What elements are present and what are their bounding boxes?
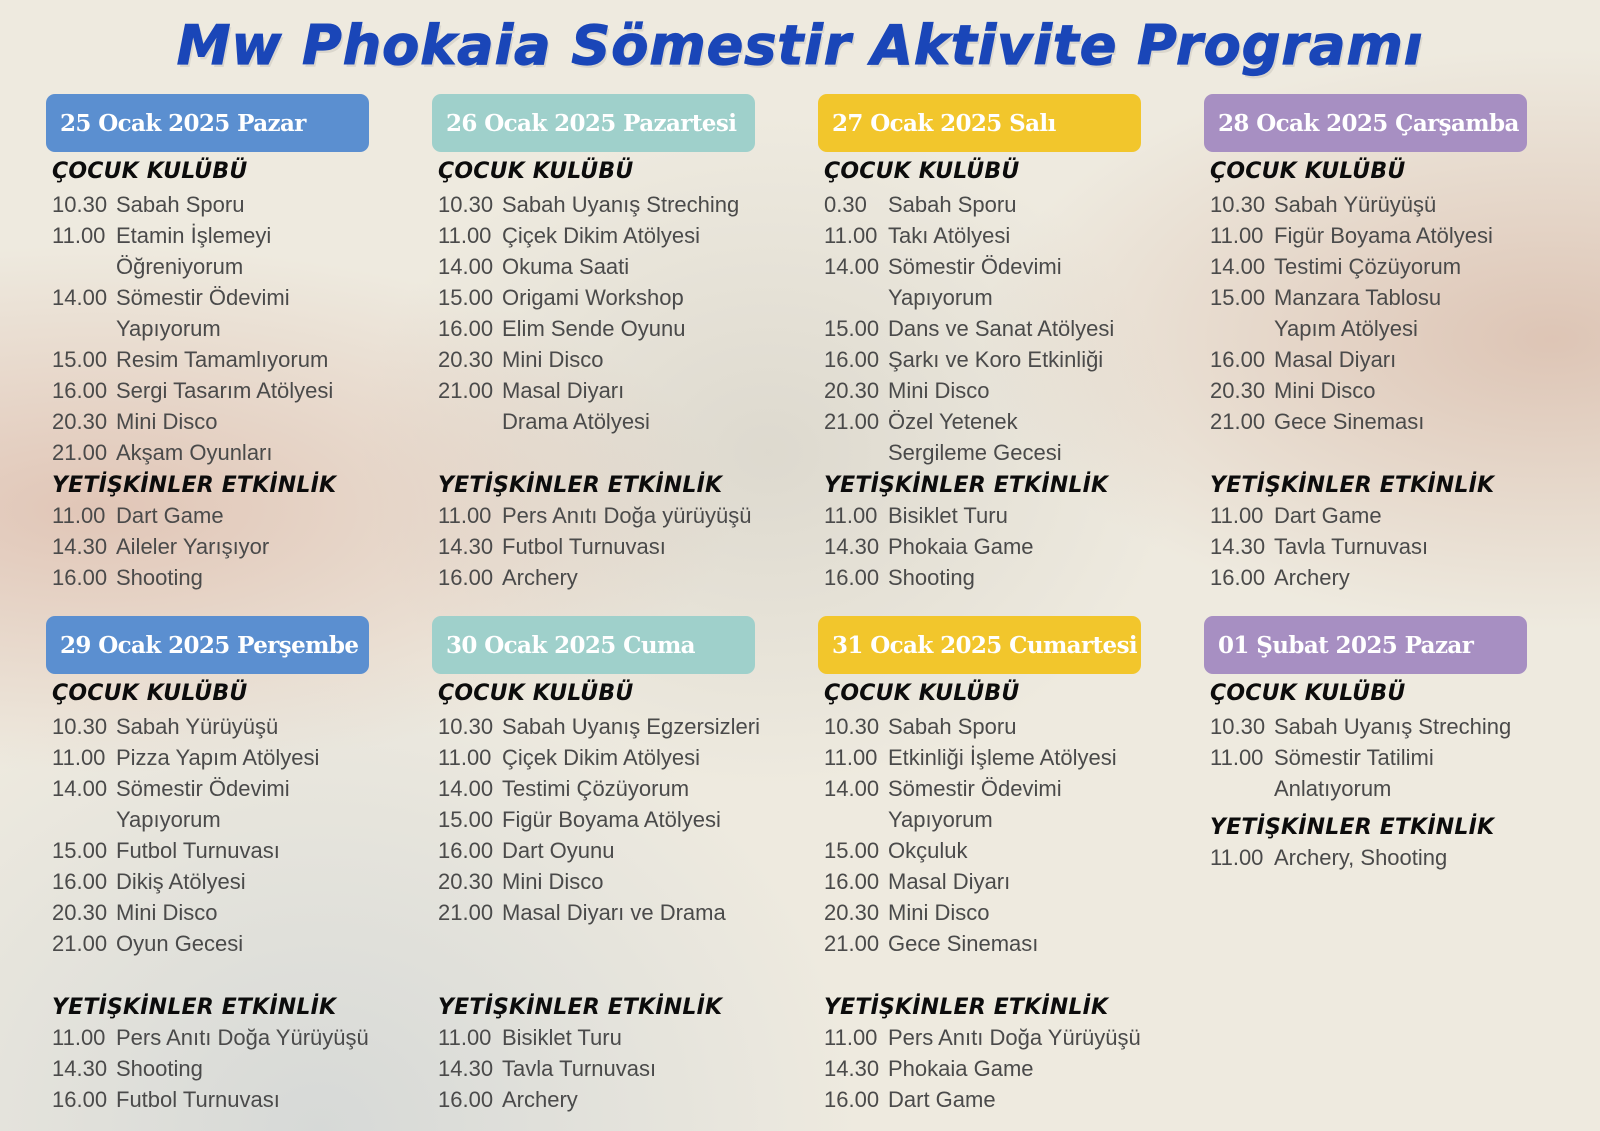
activity-item <box>438 1084 722 1115</box>
activity-time: 11.00 <box>52 1025 106 1050</box>
activity-name: Figür Boyama Atölyesi <box>1274 223 1493 248</box>
activity-name: Masal Diyarı ve Drama <box>502 900 726 925</box>
activity-item <box>438 500 751 531</box>
activity-item <box>52 1022 369 1053</box>
activity-item <box>438 835 818 866</box>
activity-name: Shooting <box>116 1056 203 1081</box>
activity-name: Mini Disco <box>116 900 218 925</box>
activity-time: 16.00 <box>52 869 108 894</box>
activity-item <box>438 189 818 220</box>
activity-time: 16.00 <box>824 347 880 372</box>
adult-activities-title: YETİŞKİNLER ETKİNLİK <box>438 995 723 1020</box>
day-header: 26 Ocak 2025 Pazartesi <box>432 94 755 152</box>
adult-activities-title: YETİŞKİNLER ETKİNLİK <box>824 473 1109 498</box>
activity-time: 10.30 <box>1210 192 1266 217</box>
activity-name: Sabah Sporu <box>888 192 1017 217</box>
activity-item <box>1210 282 1590 344</box>
activity-item <box>52 1053 369 1084</box>
activity-item <box>438 742 818 773</box>
activity-name: Manzara Tablosu Yapım Atölyesi <box>1274 285 1442 341</box>
activity-name: Sabah Uyanış Streching <box>502 192 740 217</box>
activity-item <box>1210 251 1590 282</box>
day-header: 28 Ocak 2025 Çarşamba <box>1204 94 1527 152</box>
activity-name: Archery <box>502 565 578 590</box>
activity-name: Phokaia Game <box>888 1056 1034 1081</box>
activity-item <box>438 344 818 375</box>
adult-section <box>432 466 751 593</box>
activity-name: Özel Yetenek Sergileme Gecesi <box>888 409 1062 465</box>
activity-name: Testimi Çözüyorum <box>502 776 690 801</box>
activity-time: 14.30 <box>438 534 494 559</box>
activity-name: Aileler Yarışıyor <box>116 534 270 559</box>
activity-name: Mini Disco <box>502 869 604 894</box>
activity-item <box>824 220 1204 251</box>
activity-time: 15.00 <box>824 838 880 863</box>
activity-name: Sömestir Ödevimi Yapıyorum <box>116 285 290 341</box>
day-header: 30 Ocak 2025 Cuma <box>432 616 755 674</box>
activity-name: Bisiklet Turu <box>502 1025 622 1050</box>
kids-activity-list <box>52 711 432 959</box>
activity-name: Sömestir Ödevimi Yapıyorum <box>888 776 1062 832</box>
activity-name: Sergi Tasarım Atölyesi <box>116 378 334 403</box>
activity-time: 11.00 <box>824 745 878 770</box>
activity-name: Gece Sineması <box>888 931 1039 956</box>
activity-time: 0.30 <box>824 192 867 217</box>
activity-time: 21.00 <box>824 931 880 956</box>
activity-item <box>824 1022 1141 1053</box>
activity-time: 20.30 <box>52 409 108 434</box>
kids-club-title: ÇOCUK KULÜBÜ <box>438 159 634 184</box>
activity-time: 21.00 <box>438 378 494 403</box>
adult-activity-list <box>52 500 336 593</box>
activity-item <box>824 1084 1141 1115</box>
activity-item <box>52 375 432 406</box>
activity-item <box>52 406 432 437</box>
activity-time: 14.00 <box>52 285 108 310</box>
activity-item <box>1210 842 1590 873</box>
day-card <box>1204 616 1590 1116</box>
activity-name: Sabah Sporu <box>116 192 245 217</box>
adult-activities-title: YETİŞKİNLER ETKİNLİK <box>52 473 337 498</box>
activity-item <box>438 313 818 344</box>
activity-name: Archery <box>502 1087 578 1112</box>
activity-time: 14.00 <box>824 776 880 801</box>
day-card <box>432 616 818 1116</box>
adult-activities-title: YETİŞKİNLER ETKİNLİK <box>1210 473 1495 498</box>
activity-time: 15.00 <box>1210 285 1266 310</box>
activity-time: 15.00 <box>438 285 494 310</box>
activity-name: Dart Game <box>116 503 224 528</box>
day-card <box>1204 94 1590 616</box>
activity-item <box>1210 375 1590 406</box>
activity-item <box>824 251 1204 313</box>
activity-item <box>824 897 1204 928</box>
activity-item <box>824 866 1204 897</box>
activity-item <box>1210 189 1590 220</box>
activity-time: 15.00 <box>52 838 108 863</box>
activity-item <box>438 562 751 593</box>
activity-time: 16.00 <box>824 869 880 894</box>
activity-time: 20.30 <box>824 900 880 925</box>
kids-club-title: ÇOCUK KULÜBÜ <box>824 681 1020 706</box>
activity-item <box>52 742 432 773</box>
activity-item <box>438 866 818 897</box>
activity-name: Archery <box>1274 565 1350 590</box>
day-card <box>818 94 1204 616</box>
adult-activities-title: YETİŞKİNLER ETKİNLİK <box>1210 815 1495 840</box>
activity-name: Tavla Turnuvası <box>1274 534 1429 559</box>
adult-activities-title: YETİŞKİNLER ETKİNLİK <box>438 473 723 498</box>
activity-time: 10.30 <box>824 714 880 739</box>
activity-time: 20.30 <box>438 869 494 894</box>
activity-item <box>438 251 818 282</box>
activity-item <box>438 375 818 437</box>
activity-name: Dikiş Atölyesi <box>116 869 246 894</box>
activity-item <box>1210 500 1494 531</box>
activity-item <box>438 711 818 742</box>
activity-time: 16.00 <box>1210 347 1266 372</box>
kids-club-title: ÇOCUK KULÜBÜ <box>52 681 248 706</box>
activity-item <box>1210 742 1590 804</box>
adult-activity-list <box>438 1022 722 1115</box>
activity-item <box>824 344 1204 375</box>
adult-activity-list <box>1210 500 1494 593</box>
kids-club-title: ÇOCUK KULÜBÜ <box>824 159 1020 184</box>
activity-name: Akşam Oyunları <box>116 440 273 465</box>
activity-item <box>52 773 432 835</box>
activity-time: 14.00 <box>438 254 494 279</box>
activity-item <box>824 928 1204 959</box>
activity-name: Dans ve Sanat Atölyesi <box>888 316 1115 341</box>
activity-name: Çiçek Dikim Atölyesi <box>502 223 701 248</box>
activity-name: Şarkı ve Koro Etkinliği <box>888 347 1104 372</box>
adult-section <box>818 988 1141 1115</box>
activity-time: 16.00 <box>824 565 880 590</box>
activity-item <box>438 282 818 313</box>
activity-name: Futbol Turnuvası <box>116 838 280 863</box>
activity-name: Masal Diyarı <box>1274 347 1397 372</box>
activity-name: Origami Workshop <box>502 285 684 310</box>
activity-name: Archery, Shooting <box>1274 845 1448 870</box>
activity-name: Futbol Turnuvası <box>116 1087 280 1112</box>
activity-name: Phokaia Game <box>888 534 1034 559</box>
activity-name: Okuma Saati <box>502 254 630 279</box>
kids-club-title: ÇOCUK KULÜBÜ <box>438 681 634 706</box>
activity-name: Mini Disco <box>1274 378 1376 403</box>
activity-name: Pers Anıtı Doğa Yürüyüşü <box>116 1025 369 1050</box>
kids-club-title: ÇOCUK KULÜBÜ <box>52 159 248 184</box>
adult-activities-title: YETİŞKİNLER ETKİNLİK <box>52 995 337 1020</box>
activity-time: 10.30 <box>52 192 108 217</box>
activity-item <box>52 220 432 282</box>
activity-time: 21.00 <box>52 931 108 956</box>
activity-name: Etkinliği İşleme Atölyesi <box>888 745 1117 770</box>
activity-name: Oyun Gecesi <box>116 931 244 956</box>
activity-name: Sabah Uyanış Egzersizleri <box>502 714 761 739</box>
activity-time: 10.30 <box>52 714 108 739</box>
activity-time: 16.00 <box>438 316 494 341</box>
activity-name: Okçuluk <box>888 838 968 863</box>
day-header: 25 Ocak 2025 Pazar <box>46 94 369 152</box>
activity-name: Elim Sende Oyunu <box>502 316 686 341</box>
activity-time: 15.00 <box>824 316 880 341</box>
activity-time: 16.00 <box>52 565 108 590</box>
activity-name: Sömestir Ödevimi Yapıyorum <box>116 776 290 832</box>
activity-name: Mini Disco <box>888 900 990 925</box>
activity-item <box>438 1022 722 1053</box>
day-card <box>46 616 432 1116</box>
activity-time: 11.00 <box>1210 503 1264 528</box>
activity-name: Mini Disco <box>502 347 604 372</box>
activity-name: Sömestir Ödevimi Yapıyorum <box>888 254 1062 310</box>
activity-time: 11.00 <box>824 223 878 248</box>
activity-item <box>52 866 432 897</box>
activity-item <box>52 1084 369 1115</box>
activity-item <box>438 804 818 835</box>
schedule-grid <box>46 94 1590 1116</box>
activity-time: 10.30 <box>438 714 494 739</box>
activity-time: 21.00 <box>1210 409 1266 434</box>
activity-time: 14.30 <box>52 534 108 559</box>
activity-name: Dart Game <box>888 1087 996 1112</box>
activity-name: Mini Disco <box>116 409 218 434</box>
adult-activity-list <box>824 500 1108 593</box>
activity-item <box>824 562 1108 593</box>
activity-name: Takı Atölyesi <box>888 223 1011 248</box>
adult-activity-list <box>438 500 751 593</box>
adult-section <box>818 466 1108 593</box>
kids-activity-list <box>1210 711 1590 804</box>
activity-item <box>438 531 751 562</box>
activity-time: 10.30 <box>1210 714 1266 739</box>
activity-name: Tavla Turnuvası <box>502 1056 657 1081</box>
activity-time: 16.00 <box>438 838 494 863</box>
activity-time: 14.30 <box>824 534 880 559</box>
activity-item <box>824 742 1204 773</box>
activity-time: 11.00 <box>824 503 878 528</box>
activity-item <box>824 1053 1141 1084</box>
activity-name: Masal Diyarı <box>888 869 1011 894</box>
activity-name: Sabah Sporu <box>888 714 1017 739</box>
activity-item <box>824 711 1204 742</box>
activity-item <box>824 189 1204 220</box>
kids-activity-list <box>1210 189 1590 437</box>
activity-time: 15.00 <box>438 807 494 832</box>
activity-time: 20.30 <box>438 347 494 372</box>
activity-time: 11.00 <box>438 503 492 528</box>
activity-item <box>824 500 1108 531</box>
page-title: Mw Phokaia Sömestir Aktivite Programı <box>176 14 1424 77</box>
activity-item <box>1210 711 1590 742</box>
activity-item <box>52 437 432 468</box>
activity-time: 11.00 <box>1210 745 1264 770</box>
activity-time: 14.00 <box>824 254 880 279</box>
activity-time: 11.00 <box>1210 845 1264 870</box>
activity-item <box>52 531 336 562</box>
activity-item <box>52 282 432 344</box>
activity-name: Dart Game <box>1274 503 1382 528</box>
activity-item <box>1210 562 1494 593</box>
activity-item <box>824 835 1204 866</box>
activity-item <box>1210 406 1590 437</box>
activity-time: 14.00 <box>52 776 108 801</box>
activity-time: 15.00 <box>52 347 108 372</box>
activity-time: 14.30 <box>824 1056 880 1081</box>
activity-time: 16.00 <box>438 1087 494 1112</box>
activity-item <box>1210 344 1590 375</box>
activity-time: 21.00 <box>438 900 494 925</box>
activity-name: Pizza Yapım Atölyesi <box>116 745 320 770</box>
activity-time: 20.30 <box>1210 378 1266 403</box>
activity-item <box>52 344 432 375</box>
kids-club-title: ÇOCUK KULÜBÜ <box>1210 681 1406 706</box>
adult-activity-list <box>824 1022 1141 1115</box>
activity-name: Etamin İşlemeyi Öğreniyorum <box>116 223 272 279</box>
activity-name: Shooting <box>116 565 203 590</box>
activity-time: 11.00 <box>824 1025 878 1050</box>
day-header: 27 Ocak 2025 Salı <box>818 94 1141 152</box>
kids-activity-list <box>824 711 1204 959</box>
activity-time: 16.00 <box>824 1087 880 1112</box>
activity-time: 16.00 <box>52 378 108 403</box>
activity-item <box>52 189 432 220</box>
activity-item <box>438 773 818 804</box>
day-card <box>46 94 432 616</box>
activity-item <box>52 897 432 928</box>
activity-time: 21.00 <box>52 440 108 465</box>
activity-name: Bisiklet Turu <box>888 503 1008 528</box>
activity-time: 20.30 <box>52 900 108 925</box>
activity-item <box>824 313 1204 344</box>
activity-item <box>52 835 432 866</box>
activity-item <box>1210 531 1494 562</box>
kids-activity-list <box>824 189 1204 468</box>
activity-time: 11.00 <box>438 745 492 770</box>
activity-time: 14.30 <box>1210 534 1266 559</box>
activity-time: 14.00 <box>1210 254 1266 279</box>
activity-name: Sabah Yürüyüşü <box>116 714 279 739</box>
activity-time: 16.00 <box>52 1087 108 1112</box>
activity-item <box>438 897 818 928</box>
activity-item <box>438 220 818 251</box>
activity-time: 11.00 <box>52 745 106 770</box>
activity-time: 11.00 <box>52 503 106 528</box>
kids-activity-list <box>438 711 818 928</box>
day-header: 29 Ocak 2025 Perşembe <box>46 616 369 674</box>
activity-time: 21.00 <box>824 409 880 434</box>
adult-section <box>46 466 336 593</box>
activity-time: 16.00 <box>438 565 494 590</box>
activity-time: 14.30 <box>52 1056 108 1081</box>
activity-name: Pers Anıtı Doğa Yürüyüşü <box>888 1025 1141 1050</box>
adult-activity-list <box>52 1022 369 1115</box>
adult-activities-title: YETİŞKİNLER ETKİNLİK <box>824 995 1109 1020</box>
adult-section <box>1204 466 1494 593</box>
activity-time: 14.00 <box>438 776 494 801</box>
activity-name: Masal Diyarı Drama Atölyesi <box>502 378 650 434</box>
activity-name: Sabah Uyanış Streching <box>1274 714 1512 739</box>
activity-name: Sabah Yürüyüşü <box>1274 192 1437 217</box>
activity-item <box>52 562 336 593</box>
day-card <box>432 94 818 616</box>
activity-name: Dart Oyunu <box>502 838 615 863</box>
activity-name: Pers Anıtı Doğa yürüyüşü <box>502 503 752 528</box>
activity-time: 14.30 <box>438 1056 494 1081</box>
kids-club-title: ÇOCUK KULÜBÜ <box>1210 159 1406 184</box>
activity-time: 10.30 <box>438 192 494 217</box>
activity-item <box>824 375 1204 406</box>
activity-item <box>438 1053 722 1084</box>
kids-activity-list <box>438 189 818 437</box>
activity-name: Sömestir Tatilimi Anlatıyorum <box>1274 745 1434 801</box>
day-header: 01 Şubat 2025 Pazar <box>1204 616 1527 674</box>
activity-name: Futbol Turnuvası <box>502 534 666 559</box>
activity-item <box>52 711 432 742</box>
activity-name: Shooting <box>888 565 975 590</box>
activity-name: Testimi Çözüyorum <box>1274 254 1462 279</box>
activity-time: 16.00 <box>1210 565 1266 590</box>
day-header: 31 Ocak 2025 Cumartesi <box>818 616 1141 674</box>
activity-name: Resim Tamamlıyorum <box>116 347 329 372</box>
activity-item <box>52 928 432 959</box>
activity-time: 11.00 <box>52 223 106 248</box>
adult-activity-list <box>1210 842 1590 873</box>
activity-name: Çiçek Dikim Atölyesi <box>502 745 701 770</box>
activity-item <box>824 773 1204 835</box>
activity-item <box>824 406 1204 468</box>
kids-activity-list <box>52 189 432 468</box>
activity-name: Mini Disco <box>888 378 990 403</box>
day-card <box>818 616 1204 1116</box>
activity-time: 11.00 <box>438 1025 492 1050</box>
activity-time: 20.30 <box>824 378 880 403</box>
adult-section <box>432 988 722 1115</box>
activity-time: 11.00 <box>438 223 492 248</box>
activity-item <box>1210 220 1590 251</box>
activity-name: Gece Sineması <box>1274 409 1425 434</box>
activity-item <box>824 531 1108 562</box>
adult-section <box>46 988 369 1115</box>
activity-name: Figür Boyama Atölyesi <box>502 807 721 832</box>
activity-item <box>52 500 336 531</box>
activity-time: 11.00 <box>1210 223 1264 248</box>
